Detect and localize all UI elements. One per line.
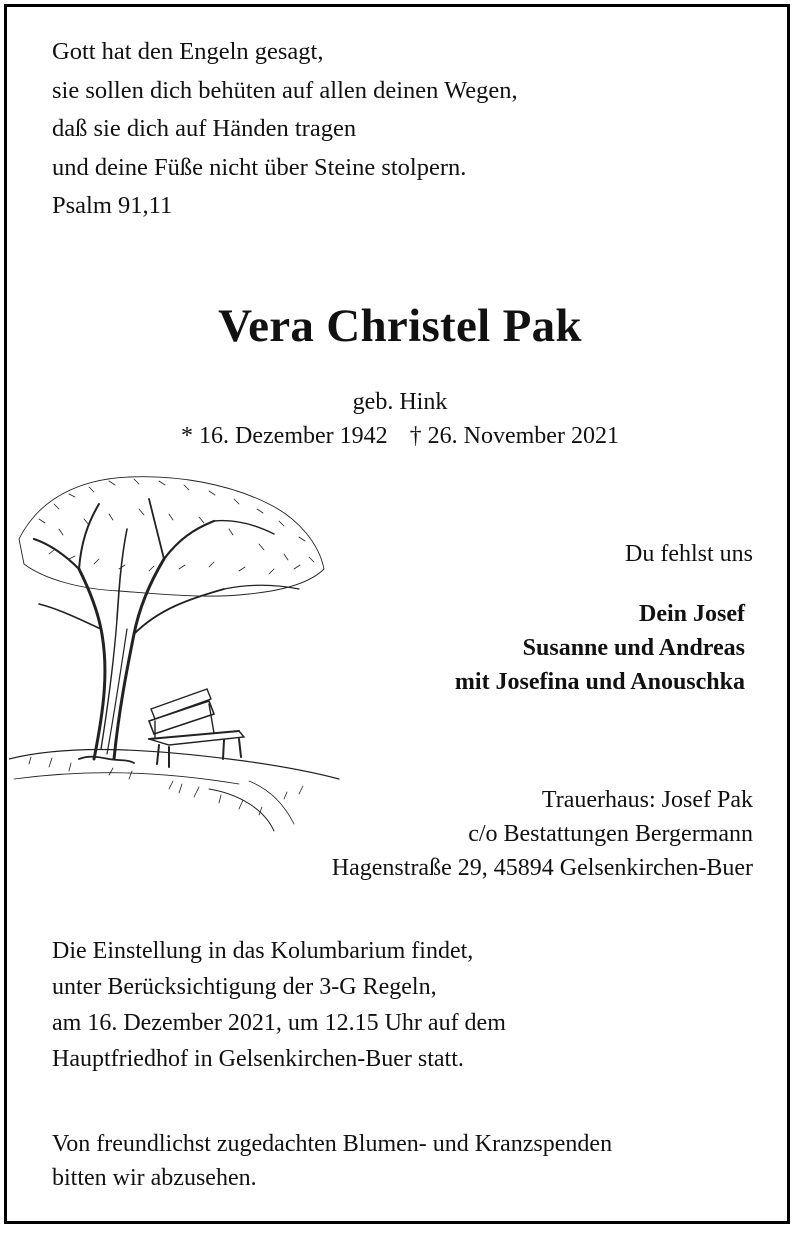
message-you-are-missed: Du fehlst uns [625, 541, 753, 567]
flowers-note [52, 1127, 612, 1195]
family-line: mit Josefina und Anouschka [454, 669, 745, 695]
flowers-line: bitten wir abzusehen. [52, 1165, 257, 1191]
family-line: Dein Josef [639, 601, 745, 627]
obituary-frame [4, 4, 790, 1224]
birth-name: geb. Hink [352, 389, 448, 415]
life-dates [7, 423, 793, 450]
verse-line: Gott hat den Engeln gesagt, [52, 38, 324, 65]
flowers-line: Von freundlichst zugedachten Blumen- und Kranzspenden [52, 1131, 613, 1157]
verse-line: daß sie dich auf Händen tragen [52, 115, 357, 142]
deceased-name: Vera Christel Pak [218, 300, 582, 352]
ceremony-line: Die Einstellung in das Kolumbarium findet, [52, 938, 474, 964]
tree-with-bench-illustration [9, 459, 349, 839]
address-line: Trauerhaus: Josef Pak [541, 787, 753, 813]
verse-line: sie sollen dich behüten auf allen deinen Wegen, [52, 76, 518, 104]
family-line: Susanne und Andreas [522, 635, 745, 661]
verse-line: und deine Füße nicht über Steine stolpern. [52, 153, 467, 181]
birth-date: * 16. Dezember 1942 [181, 423, 388, 449]
ceremony-line: am 16. Dezember 2021, um 12.15 Uhr auf dem [52, 1010, 506, 1036]
ceremony-line: unter Berücksichtigung der 3-G Regeln, [52, 974, 437, 1000]
ceremony-notice [52, 933, 506, 1077]
family-signatures [455, 597, 745, 699]
psalm-verse [52, 33, 518, 226]
verse-reference: Psalm 91,11 [52, 192, 173, 219]
address-line: c/o Bestattungen Bergermann [468, 821, 753, 847]
death-date: † 26. November 2021 [409, 423, 619, 449]
ceremony-line: Hauptfriedhof in Gelsenkirchen-Buer statt. [52, 1046, 464, 1072]
mourning-house-address [332, 783, 753, 885]
address-line: Hagenstraße 29, 45894 Gelsenkirchen-Buer [331, 855, 753, 881]
